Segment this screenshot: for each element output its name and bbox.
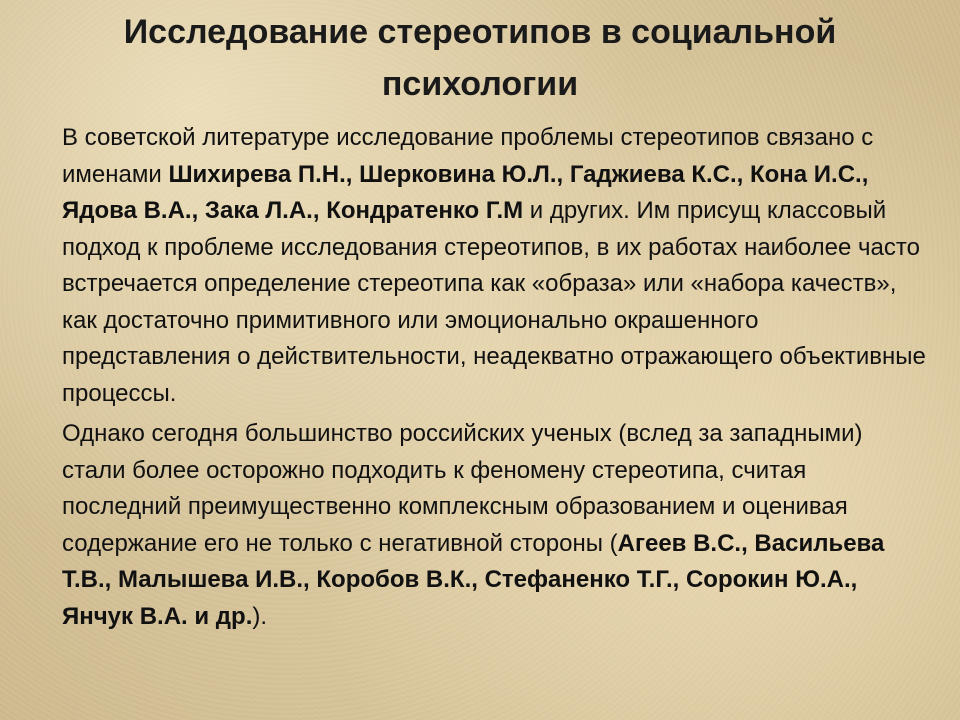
paragraph2-text-a: Однако сегодня большинство российских ученых (вслед за западными) стали более осторожно подходить к феномену стереотипа, считая последний преимущественно комплексным образованием и оценивая содержание его не только с негативной стороны ( bbox=[62, 420, 863, 557]
paragraph2-author-names: Агеев В.С., Васильева Т.В., Малышева И.В., Коробов В.К., Стефаненко Т.Г., Сорокин Ю.А., Янчук В.А. и др. bbox=[62, 529, 885, 630]
paragraph1-author-names: Шихирева П.Н., Шерковина Ю.Л., Гаджиева К.С., Кона И.С., Ядова В.А., Зака Л.А., Кондратенко Г.М bbox=[62, 160, 869, 224]
paragraph-russian-scholars bbox=[62, 416, 932, 635]
paragraph-soviet-literature bbox=[62, 120, 932, 412]
slide-body bbox=[62, 120, 932, 639]
paragraph2-text-b: ). bbox=[252, 602, 268, 630]
paragraph1-text-a: В советской литературе исследование проблемы стереотипов связано с именами bbox=[62, 124, 874, 188]
paragraph1-text-b: и других. Им присущ классовый подход к проблеме исследования стереотипов, в их работах наиболее часто встречается определение стереотипа как «образа» или «набора качеств», как достаточно примитивного или эмоционально окрашенного представления о действительности, неадекватно отражающего объективные процессы. bbox=[62, 197, 926, 407]
slide-title: Исследование стереотипов в социальной психологии bbox=[123, 13, 837, 103]
